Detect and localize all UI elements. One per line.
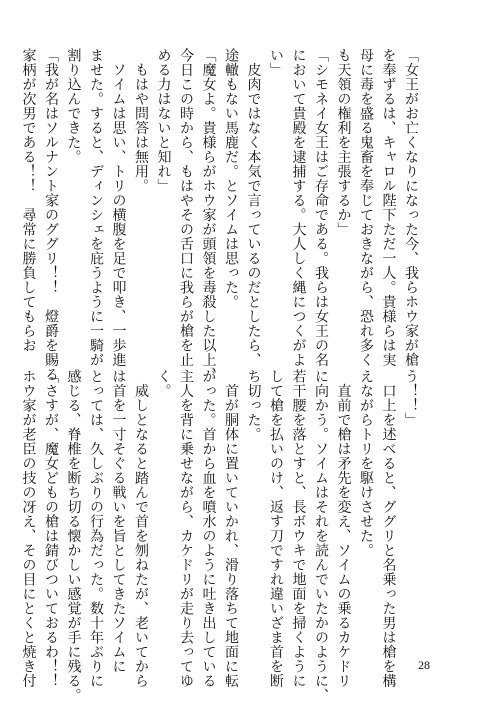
text-block-lower <box>17 369 422 703</box>
text-line: ませた。すると、ディンシェを庇うように一騎が <box>88 48 104 367</box>
text-line: がった。首から血を噴水のように吐き出している <box>200 369 217 688</box>
text-line: は首を一寸そぐる戦いを旨としてきたソイムに <box>110 369 127 674</box>
text-line: 家柄が次男である！！ 尋常に勝負してもらお <box>20 48 37 353</box>
text-line: 母に毒を盛る鬼畜を奉じておきながら、恐れ多く <box>358 48 374 367</box>
text-line: 主人を背に乗せながら、カケドリが走り去ってゆ <box>178 369 194 688</box>
text-block-upper <box>17 48 422 382</box>
text-line: く。 <box>155 369 172 398</box>
text-line: 感じる、脊椎を断ち切る懐かしい感覚が手に残る。 <box>65 369 82 703</box>
text-line: う！！」 <box>403 369 419 427</box>
text-line: 威しとなると踏んで首を刎ねたが、老いてから <box>133 369 149 688</box>
text-line: い」 <box>268 48 284 77</box>
text-line: 若干腰を落とすと、長ボウキで地面を掃くように <box>290 369 307 688</box>
text-line: も天領の権利を主張するか」 <box>335 48 352 237</box>
text-line: 「我が名はソルナント家のググリ！！ 燈爵を賜る <box>43 48 59 382</box>
text-line: ソイムは思い、トリの横腹を足で叩き、一歩進 <box>110 48 127 367</box>
text-line: において貴殿を逮捕する。大人しく縄につくがよ <box>290 48 307 367</box>
text-line: して槍を払いのけ、返す刀ですれ違いざま首を断 <box>268 369 284 688</box>
text-line: 今日この時から、もはやその舌口に我らが槍を止 <box>178 48 194 367</box>
text-line: えながらトリを駆けさせた。 <box>358 369 374 558</box>
text-line: 「魔女よ。貴様らがホウ家が頭領を毒殺した以上、 <box>200 48 217 382</box>
text-line: 途轍もない馬鹿だ。とソイムは思った。 <box>223 48 239 309</box>
text-line: に向かう。ソイムはそれを読んでいたかのように、 <box>313 369 329 703</box>
text-line: 口上を述べると、ググリと名乗った男は槍を構 <box>380 369 397 688</box>
text-line: を奉ずるは、キャロル陛下ただ一人。貴様らは実 <box>380 48 397 367</box>
text-line: める力はないと知れ」 <box>155 48 172 193</box>
text-line: もはや問答は無用。 <box>133 48 149 193</box>
text-line: とっては、久しぶりの行為だった。数十年ぶりに <box>88 369 104 688</box>
text-line: 割り込んできた。 <box>65 48 82 164</box>
text-line: 直前で槍は矛先を変え、ソイムの乗るカケドリ <box>335 369 352 688</box>
text-line: 皮肉ではなく本気で言っているのだとしたら、 <box>245 48 262 367</box>
text-line: ホウ家が老臣の技の冴え、その目にとくと焼き付 <box>20 369 37 688</box>
text-line: 「シモネイ女王はご存命である。我らは女王の名 <box>313 48 329 367</box>
text-line: ち切った。 <box>245 369 262 442</box>
text-line: 「さすが、魔女どもの槍は錆びついておるわ！！ <box>43 369 59 688</box>
page-number: 28 <box>418 658 430 672</box>
text-line: 「女王がお亡くなりになった今、我らホウ家が槍 <box>403 48 419 367</box>
text-line: 首が胴体に置いていかれ、滑り落ちて地面に転 <box>223 369 239 688</box>
